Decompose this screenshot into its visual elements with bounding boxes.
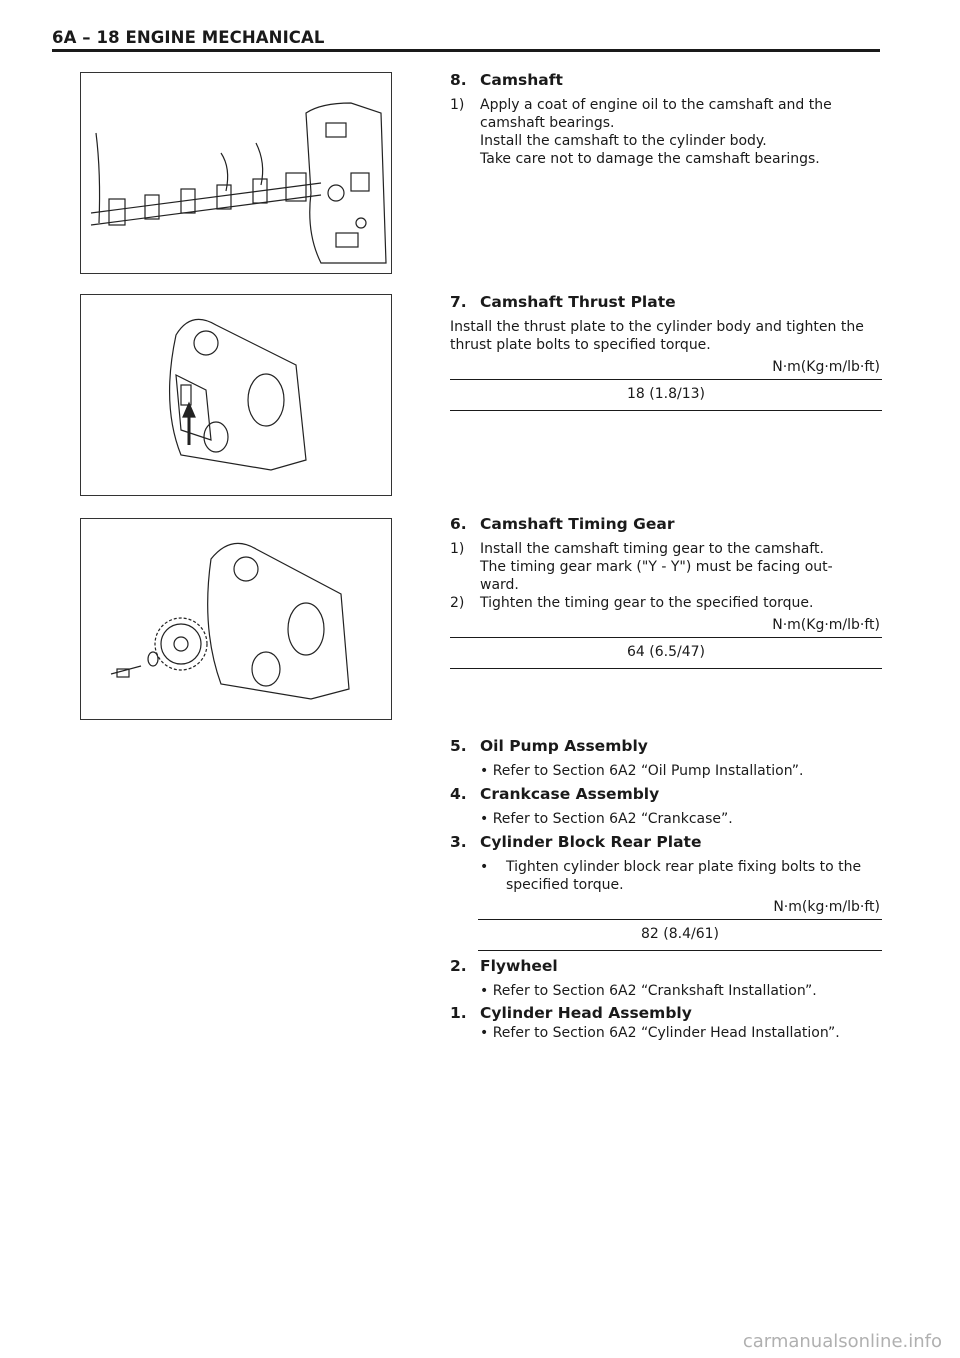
figure-timing-gear — [80, 518, 392, 720]
header-rule — [52, 49, 880, 52]
section-oil-pump: 5. Oil Pump Assembly • Refer to Section 6A2 “Oil Pump Installation”. — [450, 737, 882, 780]
section-cylinder-head: 1. Cylinder Head Assembly • Refer to Section 6A2 “Cylinder Head Installation”. — [450, 1004, 882, 1042]
page-header: 6A – 18 ENGINE MECHANICAL — [52, 28, 325, 47]
section-title: 6. Camshaft Timing Gear — [450, 515, 675, 533]
figure-camshaft — [80, 72, 392, 274]
section-flywheel: 2. Flywheel • Refer to Section 6A2 “Crankshaft Installation”. — [450, 957, 882, 1000]
section-thrust-plate: 7. Camshaft Thrust Plate Install the thrust plate to the cylinder body and tighten the thrust plate bolts to specified torque. N·m(Kg·m/lb·ft) 18 (1.8/13) — [450, 293, 882, 411]
section-title: 2. Flywheel — [450, 957, 558, 975]
figure-thrust-plate — [80, 294, 392, 496]
section-title: 1. Cylinder Head Assembly — [450, 1004, 692, 1022]
camshaft-installation-illustration-icon — [81, 73, 391, 273]
section-title: 3. Cylinder Block Rear Plate — [450, 833, 702, 851]
step: 2) Tighten the timing gear to the specified torque. — [450, 595, 814, 611]
torque-spec: N·m(Kg·m/lb·ft) 64 (6.5/47) — [450, 616, 882, 669]
thrust-plate-illustration-icon — [81, 295, 391, 495]
section-title: 7. Camshaft Thrust Plate — [450, 293, 676, 311]
section-timing-gear — [450, 515, 882, 669]
section-camshaft — [450, 71, 882, 168]
section-crankcase: 4. Crankcase Assembly • Refer to Section 6A2 “Crankcase”. — [450, 785, 882, 828]
step: 1) Apply a coat of engine oil to the camshaft and the camshaft bearings. Install the camshaft to the cylinder body. Take care not to damage the camshaft bearings. — [450, 97, 832, 167]
section-rear-plate: 3. Cylinder Block Rear Plate • Tighten cylinder block rear plate fixing bolts to the specified torque. N·m(kg·m/lb·ft) 82 (8.4/61) — [450, 833, 882, 951]
timing-gear-illustration-icon — [81, 519, 391, 719]
section-title: 4. Crankcase Assembly — [450, 785, 660, 803]
torque-spec: N·m(kg·m/lb·ft) 82 (8.4/61) — [478, 898, 882, 951]
section-title: 5. Oil Pump Assembly — [450, 737, 648, 755]
watermark: carmanualsonline.info — [742, 1331, 942, 1352]
step: 1) Install the camshaft timing gear to the camshaft. The timing gear mark ("Y - Y") must be facing out- ward. — [450, 541, 833, 593]
section-title: 8. Camshaft — [450, 71, 563, 89]
torque-spec: N·m(Kg·m/lb·ft) 18 (1.8/13) — [450, 358, 882, 411]
